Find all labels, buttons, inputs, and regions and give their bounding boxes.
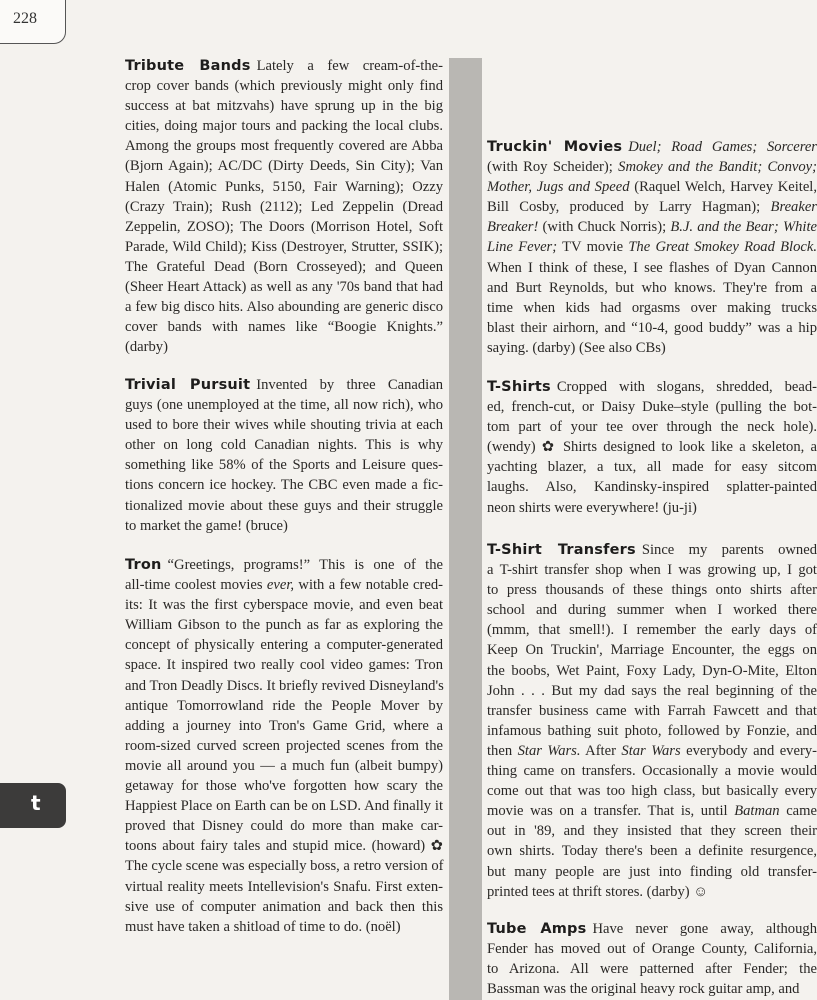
- italic-title: Duel; Road Games; Sorcerer: [628, 139, 817, 155]
- text-line: Halen (Atomic Punks, 5150, Fair Warning); Ozzy: [125, 178, 443, 195]
- text-line: the boobs, Wet Paint, Foxy Lady, Dyn-O-Mite, Elton: [487, 662, 817, 679]
- text-line: all-time coolest movies ever, with a few notable cred-: [125, 577, 443, 594]
- text-line: yachting blazer, a tux, all made for easy sitcom: [487, 459, 817, 476]
- text-line: and Burt Reynolds, but who knows. They're from a: [487, 279, 817, 296]
- entry-heading: Truckin' Movies: [487, 139, 623, 155]
- text-line: (Bjorn Again); AC/DC (Dirty Deeds, Sin City); Van: [125, 158, 443, 175]
- text-line: Keep On Truckin', Marriage Encounter, the eggs on: [487, 642, 817, 659]
- text-line: cities, doing major tours and packing the local clubs.: [125, 118, 443, 135]
- text-line: adding a journey into Tron's Game Grid, where a: [125, 717, 443, 734]
- text-line: thing came on transfers. Occasionally a movie would: [487, 763, 817, 780]
- text-line: guys (one unemployed at the time, all now rich), who: [125, 397, 443, 414]
- text-line: Tribute Bands Lately a few cream-of-the-: [125, 58, 443, 74]
- text-line: (Sheer Heart Attack) as well as any '70s band that had: [125, 279, 443, 296]
- section-tab: [0, 783, 66, 828]
- entry-heading: Trivial Pursuit: [125, 377, 251, 393]
- text-line: (Crazy Train); Rush (2112); Led Zeppelin (Dread: [125, 198, 443, 215]
- text-line: room-sized curved screen projected scenes from the: [125, 737, 443, 754]
- text-line: The cycle scene was especially boss, a retro version of: [125, 858, 444, 875]
- text-line: Fender has moved out of Orange County, California,: [487, 941, 817, 958]
- text-line: to press thousands of these things onto shirts after: [487, 582, 817, 599]
- text-line: Zeppelin, ZOSO); The Doors (Morrison Hotel, Soft: [125, 218, 443, 235]
- entry-heading: Tribute Bands: [125, 58, 251, 74]
- italic-title: Line Fever;: [487, 239, 558, 256]
- entry-truckin-movies: [487, 137, 817, 358]
- text-line: must have taken a shitload of time to do. (noël): [125, 918, 401, 935]
- italic-title: Batman: [734, 803, 780, 820]
- text-line: sive use of computer animation and back then this: [125, 898, 443, 915]
- text-line: Tron “Greetings, programs!” This is one of the: [125, 557, 443, 573]
- text-line: success at bat mitzvahs) have sprung up in the big: [125, 98, 443, 115]
- text-line: tions concern ice hockey. The CBC even made a fic-: [125, 477, 443, 494]
- text-line: ed, french-cut, or Daisy Duke–style (pulling the bot-: [487, 399, 817, 416]
- text-line: transfer business came with Farrah Fawcett and that: [487, 702, 817, 719]
- text-line: William Gibson to the punch as far as exploring the: [125, 617, 443, 634]
- text-line: to market the game! (bruce): [125, 517, 288, 534]
- text-line: own shirts. Today there's been a definite resurgence,: [487, 843, 817, 860]
- entry-heading: T-Shirt Transfers: [487, 542, 636, 558]
- entry-tron: [125, 555, 443, 937]
- text-line: and Tron Deadly Discs. It briefly revived Disneyland's: [125, 677, 444, 694]
- text-line: proved that Disney could do more than make car-: [125, 818, 443, 835]
- column-divider-bar: [449, 58, 482, 1000]
- text-line: T-Shirts Cropped with slogans, shredded, bead-: [487, 379, 817, 395]
- italic-title: The Great Smokey Road Block.: [628, 239, 817, 256]
- text-line: When I think of these, I see flashes of Dyan Cannon: [487, 259, 817, 276]
- text-line: toons about fairy tales and stupid mice. (howard) ✿: [125, 838, 443, 855]
- text-line: but many people are just into finding old transfer-: [487, 863, 817, 880]
- text-line: then Star Wars. After Star Wars everybody and every-: [487, 742, 817, 759]
- text-line: (with Roy Scheider); Smokey and the Bandit; Convoy;: [487, 159, 817, 176]
- text-line: virtual reality meets Intellevision's Snafu. First exten-: [125, 878, 443, 895]
- italic-title: Mother, Jugs and Speed: [487, 179, 630, 196]
- text-line: Bassman was the original heavy rock guitar amp, and: [487, 981, 800, 998]
- text-line: Parade, Wild Child); Kiss (Destroyer, Strutter, SSIK);: [125, 238, 443, 255]
- text-line: saying. (darby) (See also CBs): [487, 339, 666, 356]
- text-line: Mother, Jugs and Speed (Raquel Welch, Harvey Keitel,: [487, 179, 817, 196]
- text-line: something like 58% of the Sports and Leisure ques-: [125, 457, 443, 474]
- text-line: a T-shirt transfer shop when I was growing up, I got: [487, 562, 817, 579]
- text-line: printed tees at thrift stores. (darby) ☺: [487, 883, 709, 900]
- entry-tribute-bands: [125, 56, 443, 357]
- text-line: Line Fever; TV movie The Great Smokey Road Block.: [487, 239, 817, 256]
- text-line: used to bore their wives while shouting trivia at each: [125, 417, 443, 434]
- text-line: laughs. Also, Kandinsky-inspired splatter-painted: [487, 479, 817, 496]
- entry-tube-amps: [487, 919, 817, 999]
- entry-heading: Tron: [125, 557, 162, 573]
- text-line: Trivial Pursuit Invented by three Canadian: [125, 377, 443, 393]
- text-line: neon shirts were everywhere! (ju-ji): [487, 499, 697, 516]
- text-line: T-Shirt Transfers Since my parents owned: [487, 542, 817, 558]
- text-line: Tube Amps Have never gone away, although: [487, 921, 817, 937]
- page-number-box: [0, 0, 66, 44]
- text-line: getaway for those who've forgotten how scary the: [125, 778, 443, 795]
- text-line: out in '89, and they insisted that they screen their: [487, 823, 817, 840]
- text-line: time when kids had orgasms over making trucks: [487, 299, 817, 316]
- text-line: school and during summer when I worked there: [487, 602, 817, 619]
- text-line: infamous bathing suit photo, followed by Fonzie, and: [487, 722, 817, 739]
- entry-heading: Tube Amps: [487, 921, 587, 937]
- entry-t-shirts: [487, 377, 817, 518]
- text-line: cover bands with names like “Boogie Knights.”: [125, 319, 443, 336]
- italic-title: Star Wars.: [517, 742, 581, 759]
- text-line: come out that was too high class, but basically every: [487, 783, 817, 800]
- section-tab-letter: t: [31, 791, 41, 815]
- text-line: Among the groups most frequently covered are Abba: [125, 138, 443, 155]
- italic-title: Smokey and the Bandit; Convoy;: [618, 159, 817, 176]
- italic-title: Breaker!: [487, 219, 539, 236]
- entry-heading: T-Shirts: [487, 379, 551, 395]
- italic-title: ever,: [266, 577, 295, 594]
- text-line: movie was on a transfer. That is, until Batman came: [487, 803, 817, 820]
- italic-title: Star Wars: [621, 742, 681, 759]
- text-line: John . . . But my dad says the real beginning of the: [487, 682, 817, 699]
- text-line: Breaker! (with Chuck Norris); B.J. and the Bear; White: [487, 219, 817, 236]
- text-line: blast their airhorn, and “10-4, good buddy” was a hip: [487, 319, 817, 336]
- text-line: concept of physically entering a computer-generated: [125, 637, 443, 654]
- text-line: crop cover bands (which previously might only find: [125, 78, 443, 95]
- text-line: a few big disco hits. Also abounding are generic disco: [125, 299, 443, 316]
- text-line: Bill Cosby, produced by Larry Hagman); Breaker: [487, 199, 817, 216]
- text-line: (wendy) ✿ Shirts designed to look like a skeleton, a: [487, 439, 817, 456]
- text-line: to Arizona. All were patterned after Fender; the: [487, 961, 817, 978]
- italic-title: Breaker: [770, 199, 817, 216]
- text-line: (darby): [125, 339, 168, 356]
- italic-title: B.J. and the Bear; White: [670, 219, 817, 236]
- text-line: its: It was the first cyberspace movie, and even beat: [125, 597, 443, 614]
- text-line: movie all around you — a much fun (albeit bumpy): [125, 757, 443, 774]
- text-line: (mmm, that smell!). I remember the early days of: [487, 622, 817, 639]
- text-line: space. It inspired two really cool video games: Tron: [125, 657, 443, 674]
- entry-trivial-pursuit: [125, 375, 443, 536]
- text-line: tionalized movie about these guys and their struggle: [125, 497, 443, 514]
- page-number: 228: [13, 10, 37, 27]
- text-line: Happiest Place on Earth can be on LSD. And finally it: [125, 798, 443, 815]
- text-line: The Grateful Dead (Born Crosseyed); and Queen: [125, 258, 443, 275]
- text-line: other on long cold Canadian nights. This is why: [125, 437, 443, 454]
- text-line: [487, 137, 817, 157]
- text-line: antique Tomorrowland ride the People Mover by: [125, 697, 443, 714]
- entry-t-shirt-transfers: [487, 540, 817, 902]
- text-line: tom part of your tee over through the neck hole).: [487, 419, 817, 436]
